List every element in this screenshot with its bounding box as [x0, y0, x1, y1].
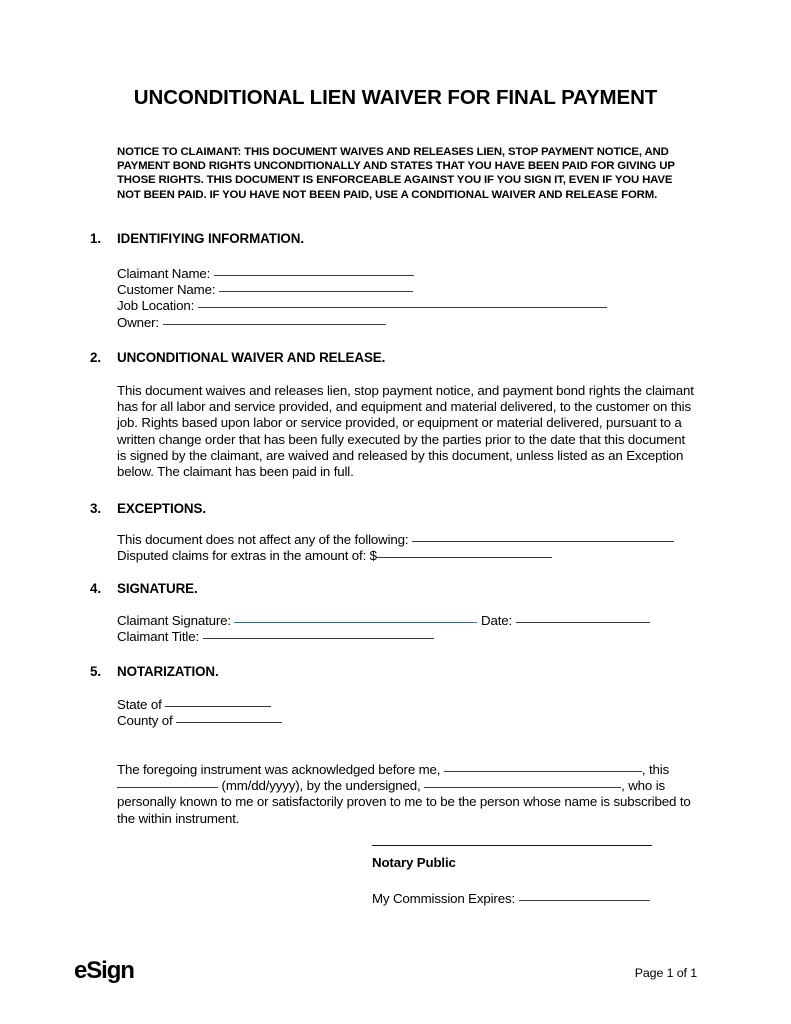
field-disputed-claims-amount[interactable] [117, 548, 674, 564]
page-indicator: Page 1 of 1 [634, 966, 697, 980]
does-not-affect-label: This document does not affect any of the following: [117, 532, 409, 547]
section-number-2: 2. [90, 350, 101, 365]
notary-acknowledgment-paragraph [117, 762, 695, 827]
claimant-name-label: Claimant Name: [117, 266, 211, 281]
section-heading-identifying-information [90, 231, 710, 246]
owner-input-line[interactable] [163, 324, 386, 325]
acknowledgment-text-part2: , this [641, 762, 670, 777]
section-number-4: 4. [90, 581, 101, 596]
field-customer-name[interactable] [117, 282, 607, 298]
date-input-line[interactable] [516, 622, 650, 623]
section-title-5: NOTARIZATION. [117, 664, 219, 679]
acknowledgment-text-part3: (mm/dd/yyyy), by the undersigned, [221, 778, 421, 794]
section-title-1: IDENTIFIYING INFORMATION. [117, 231, 304, 246]
field-claimant-title[interactable] [117, 629, 650, 645]
section-heading-notarization [90, 664, 710, 679]
esign-logo: eSign [74, 957, 134, 984]
notary-public-label: Notary Public [372, 855, 456, 870]
acknowledgment-date-input-line[interactable] [117, 787, 218, 788]
exceptions-fields [117, 532, 674, 564]
notary-signature-block [372, 845, 672, 907]
does-not-affect-input-line[interactable] [412, 541, 674, 542]
section-title-2: UNCONDITIONAL WAIVER AND RELEASE. [117, 350, 386, 365]
claimant-title-label: Claimant Title: [117, 629, 199, 645]
owner-label: Owner: [117, 314, 159, 330]
notarization-location-fields [117, 697, 282, 729]
claimant-signature-input-line[interactable] [234, 622, 477, 623]
date-label: Date: [481, 613, 513, 628]
disputed-claims-input-line[interactable] [377, 557, 552, 558]
field-job-location[interactable] [117, 298, 607, 314]
state-input-line[interactable] [165, 706, 271, 707]
document-title: UNCONDITIONAL LIEN WAIVER FOR FINAL PAYMENT [133, 86, 658, 109]
customer-name-label: Customer Name: [117, 282, 216, 298]
section-number-5: 5. [90, 664, 101, 679]
acknowledgment-text-part4: , who is personally known to me or satisfactorily proven to me to be the person whose name is subscribed to the within instrument. [117, 778, 691, 826]
disputed-claims-label: Disputed claims for extras in the amount of: $ [117, 548, 377, 564]
waiver-paragraph: This document waives and releases lien, stop payment notice, and payment bond rights the claimant has for all labor and service provided, and equipment and material delivered, to the customer on this job. Rights based upon labor or service provided, or equipment or material delivered, pursuant to a written change order that has been fully executed by the parties prior to the date that this document is signed by the claimant, are waived and released by this document, unless listed as an Exception below. The claimant has been paid in full. [117, 383, 694, 480]
section-title-3: EXCEPTIONS. [117, 501, 206, 516]
job-location-label: Job Location: [117, 298, 195, 314]
section-title-4: SIGNATURE. [117, 581, 198, 596]
section-heading-unconditional-waiver-and-release [90, 350, 710, 365]
claimant-signature-label: Claimant Signature: [117, 613, 231, 628]
county-label: County of [117, 713, 173, 729]
field-claimant-name[interactable] [117, 266, 607, 282]
notice-to-claimant: NOTICE TO CLAIMANT: THIS DOCUMENT WAIVES AND RELEASES LIEN, STOP PAYMENT NOTICE, AND PAYMENT BOND RIGHTS UNCONDITIONALLY AND STATES THAT YOU HAVE BEEN PAID FOR GIVING UP THOSE RIGHTS. THIS DOCUMENT IS ENFORCEABLE AGAINST YOU IF YOU SIGN IT, EVEN IF YOU HAVE NOT BEEN PAID. IF YOU HAVE NOT BEEN PAID, USE A CONDITIONAL WAIVER AND RELEASE FORM. [117, 146, 675, 201]
section-number-1: 1. [90, 231, 101, 246]
waiver-paragraph-block [117, 383, 695, 480]
notary-signature-input-line[interactable] [372, 845, 652, 846]
commission-expires-input-line[interactable] [519, 900, 650, 901]
field-claimant-signature-row[interactable] [117, 613, 650, 629]
commission-expires-label: My Commission Expires: [372, 891, 515, 907]
county-input-line[interactable] [176, 722, 282, 723]
section-heading-exceptions [90, 501, 710, 516]
field-does-not-affect[interactable] [117, 532, 674, 548]
acknowledgment-name-input-line[interactable] [444, 771, 642, 772]
signature-fields [117, 613, 650, 645]
identifying-information-fields [117, 266, 607, 331]
field-county[interactable] [117, 713, 282, 729]
field-owner[interactable] [117, 315, 607, 331]
section-number-3: 3. [90, 501, 101, 516]
field-commission-expires[interactable] [372, 891, 672, 907]
state-label: State of [117, 697, 162, 712]
acknowledgment-undersigned-input-line[interactable] [424, 787, 621, 788]
section-heading-signature [90, 581, 710, 596]
acknowledgment-text-part1: The foregoing instrument was acknowledged before me, [117, 762, 441, 777]
claimant-title-input-line[interactable] [203, 638, 434, 639]
customer-name-input-line[interactable] [219, 291, 413, 292]
job-location-input-line[interactable] [198, 307, 607, 308]
claimant-name-input-line[interactable] [214, 275, 414, 276]
field-state[interactable] [117, 697, 282, 713]
